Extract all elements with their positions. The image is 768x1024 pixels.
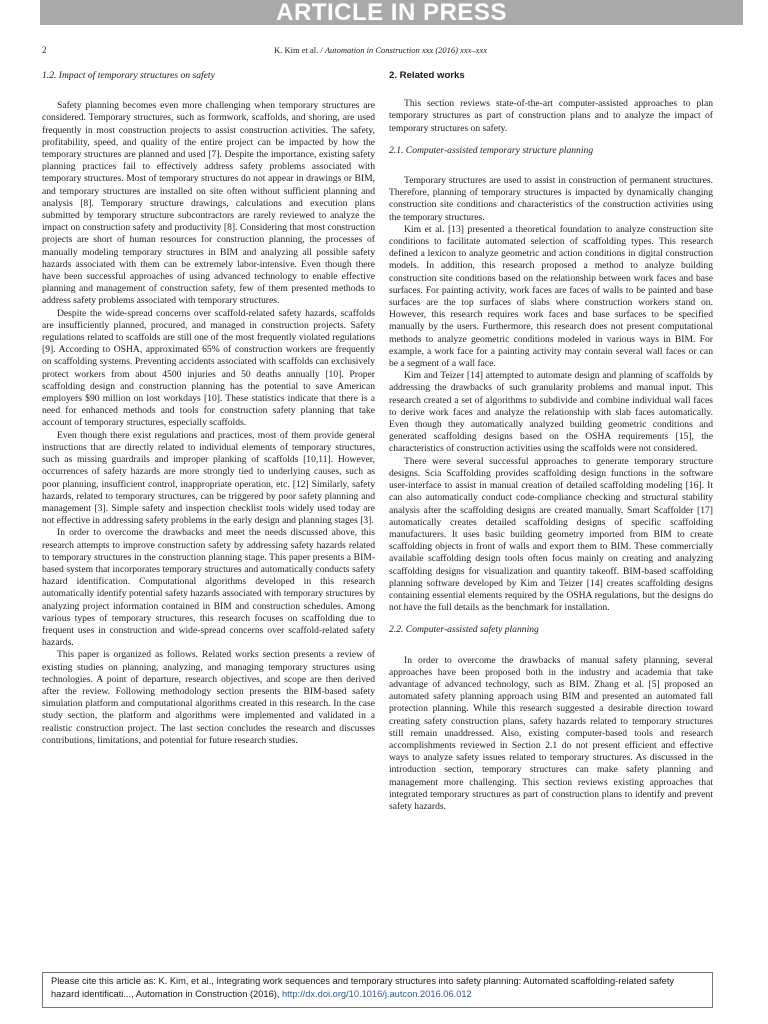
paragraph: This section reviews state-of-the-art computer-assisted approaches to plan temporary structures as part of construction plans and to analyze the impact of temporary structures on safety.: [389, 98, 713, 134]
article-in-press-banner: ARTICLE IN PRESS: [40, 0, 743, 25]
paragraph: In order to overcome the drawbacks and meet the needs discussed above, this research attempts to improve construction safety by addressing safety hazards related to temporary structures in the construction planning stage. This paper presents a BIM-based system that incorporates temporary structures and automatically conducts safety hazard identification. Computational algorithms developed in this research automatically identify potential safety hazards associated with temporary structures by analyzing project information contained in BIM and construction schedules. Among various types of temporary structures, this research focuses on scaffolding due to frequent uses in construction and wide-spread concerns over scaffold-related safety hazards.: [42, 527, 375, 649]
paragraph: Kim et al. [13] presented a theoretical foundation to analyze construction site conditions to facilitate automated selection of scaffolding types. This research defined a lexicon to analyze geometric and action conditions in digital construction models. In addition, this research proposed a method to analyze building construction site conditions based on the relationship between work faces and base surfaces. For painting activity, work faces are faces of walls to be painted and base surfaces are the top surfaces of slabs where construction workers stand on. However, this research requires work faces and base surfaces to be specified manually by the users. Furthermore, this research does not present computational methods to analyze geometric conditions modeled in various ways in BIM. For example, a work face for a painting activity may contain several wall faces or can be a segment of a wall face.: [389, 223, 713, 370]
section-heading-1-2: 1.2. Impact of temporary structures on safety: [42, 70, 215, 81]
left-column: [42, 70, 375, 747]
paragraph: There were several successful approaches to generate temporary structure designs. Scia Scaffolding provides scaffolding design functions in the software user-interface to assist in manual creation of detailed scaffolding modeling [16]. It can also automatically conduct code-compliance checking and structural stability analysis after the scaffolding designs are created manually. Smart Scaffolder [17] automatically creates detailed scaffolding designs of specific scaffolding manufacturers. It uses basic building geometry imported from BIM to create scaffolding objects in front of walls and export them to BIM. These commercially available scaffolding design tools often focus mainly on creating and analyzing scaffolding designs for visualization and quantity takeoff. BIM-based scaffolding planning software developed by Kim and Teizer [14] creates scaffolding designs containing essential elements required by the OSHA regulations, but the designs do not have the full details as the benchmark for installation.: [389, 455, 713, 614]
page-number: 2: [42, 45, 47, 55]
running-head-journal: Automation in Construction xxx (2016) xxx–xxx: [324, 45, 487, 55]
section-heading-2-2: 2.2. Computer-assisted safety planning: [389, 624, 539, 636]
running-head: [200, 45, 487, 55]
paragraph: This paper is organized as follows. Related works section presents a review of existing studies on planning, analyzing, and managing temporary structures using technologies. A point of departure, research objectives, and scope are then derived after the review. Following methodology section presents the BIM-based safety simulation platform and computational algorithms created in this research. In the case study section, the platform and algorithms were implemented and validated in a realistic construction project. The last section concludes the research and discusses contributions, limitations, and potential for future research studies.: [42, 649, 375, 746]
paragraph: Despite the wide-spread concerns over scaffold-related safety hazards, scaffolds are insufficiently planned, procured, and managed in construction projects. Safety regulations related to scaffolds are still one of the most frequently violated regulations [9]. According to OSHA, approximated 65% of construction workers are frequently on scaffolding systems. Preventing accidents associated with scaffolds can exclusively protect workers from about 4500 injuries and 50 deaths annually [10]. Proper scaffolding design and construction planning has the potential to save American employers $90 million on lost workdays [10]. These statistics indicate that there is a need for enhanced methods and tools for construction safety planning that take account of temporary structures, especially scaffolds.: [42, 307, 375, 429]
doi-link[interactable]: http://dx.doi.org/10.1016/j.autcon.2016.06.012: [282, 989, 472, 999]
citation-box: [42, 972, 713, 1008]
section-heading-2-1: 2.1. Computer-assisted temporary structure planning: [389, 144, 594, 156]
section-heading-2: 2. Related works: [389, 70, 465, 81]
right-column: [389, 70, 713, 813]
paragraph: Even though there exist regulations and practices, most of them provide general instructions that are directly related to individual elements of temporary structures, such as missing guardrails and improper planking of scaffolds [10,11]. However, occurrences of safety hazards are more strongly tied to underlying causes, such as poor planning, insufficient control, inappropriate operation, etc. [12] Similarly, safety hazards, related to temporary structures, can be triggered by poor safety planning and management [3]. Simple safety and inspection checklist tools widely used today are not effective in addressing safety problems in the early design and planning stages [3].: [42, 429, 375, 527]
citation-text: Please cite this article as: K. Kim, et al., Integrating work sequences and temporary structures into safety planning: Automated scaffolding-related safety hazard identificati..., Automation in Construction (2016),: [51, 976, 675, 999]
paragraph: Temporary structures are used to assist in construction of permanent structures. Therefore, planning of temporary structures is impacted by dynamically changing construction site conditions and characteristics of the construction activities using the temporary structures.: [389, 175, 713, 223]
paragraph: Kim and Teizer [14] attempted to automate design and planning of scaffolds by addressing the drawbacks of such granularity problems and manual input. This research created a set of algorithms to subdivide and combine individual wall faces to derive work faces and analyze the relationship with slab faces automatically. Even though they automatically analyzed building geometric conditions and generated scaffolding designs based on the OSHA requirements [15], the characteristics of construction activities using the scaffolds were not considered.: [389, 370, 713, 455]
paragraph: Safety planning becomes even more challenging when temporary structures are considered. Temporary structures, such as formwork, scaffolds, and shoring, are used frequently in most construction projects to assist construction activities. The safety, profitability, speed, and quality of the entire project can be impacted by how the temporary structures are planned and used [7]. Despite the importance, existing safety planning practices fail to effectively address safety problems associated with temporary structures. Most of temporary structures do not appear in drawings or BIM, and temporary structures are installed on site often without sufficient planning and analysis [8]. Temporary structure drawings, calculations and execution plans submitted by temporary structure subcontractors are rarely reviewed to analyze the impact on construction safety and productivity [8]. Considering that most construction projects are short of human resources for construction planning, the processes of manually modeling temporary structures in BIM and analyzing all possible safety hazards associated with them can be extremely labor-intensive. Even though there have been successful approaches of using advanced technology to enable effective planning and management of construction safety, few of them presented methods to address safety problems associated with temporary structures.: [42, 100, 375, 307]
paragraph: In order to overcome the drawbacks of manual safety planning, several approaches have been proposed both in the industry and academia that take advantage of advanced technology, such as BIM. Zhang et al. [5] proposed an automated safety planning approach using BIM and presented an automated fall protection planning. While this research suggested a desirable direction toward creating safety construction plans, safety hazards related to temporary structures still remain unaddressed. Also, existing computer-based tools and research accomplishments reviewed in Section 2.1 do not present efficient and effective ways to analyze safety issues related to temporary structures. As discussed in the introduction section, temporary structures can make safety planning and management more challenging. This section reviews existing approaches that integrated temporary structures as part of construction plans to identify and prevent safety hazards.: [389, 654, 713, 812]
running-head-authors: K. Kim et al. /: [274, 45, 325, 55]
